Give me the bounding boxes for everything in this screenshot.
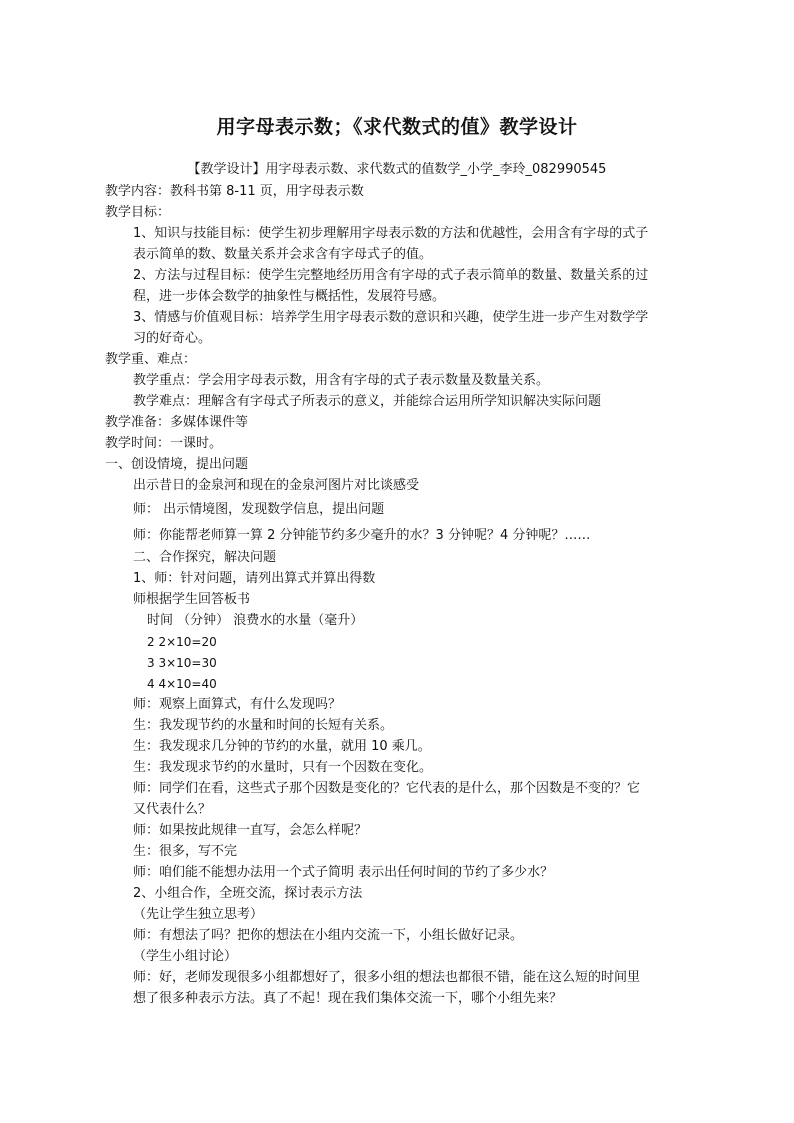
goal-1-line-1: 1、知识与技能目标：使学生初步理解用字母表示数的方法和优越性，会用含有字母的式子 bbox=[133, 226, 649, 241]
group-discussion-line: （学生小组讨论） bbox=[133, 949, 238, 964]
board-row-1: 2 2×10=20 bbox=[147, 635, 217, 649]
board-row-2: 3 3×10=30 bbox=[147, 656, 217, 670]
document-title: 用字母表示数；《求代数式的值》教学设计 bbox=[216, 116, 578, 138]
final-dialogue-line-2: 想了很多种表示方法。真了不起！现在我们集体交流一下，哪个小组先来？ bbox=[133, 991, 563, 1006]
final-dialogue-line-1: 师：好，老师发现很多小组都想好了，很多小组的想法也都很不错，能在这么短的时间里 bbox=[133, 970, 641, 985]
dialogue-line-9: 师：咱们能不能想办法用一个式子简明 表示出任何时间的节约了多少水？ bbox=[133, 865, 554, 880]
dialogue-line-7: 师：如果按此规律一直写，会怎么样呢？ bbox=[133, 823, 368, 838]
dialogue-line-6: 又代表什么？ bbox=[133, 802, 212, 817]
board-row-3: 4 4×10=40 bbox=[147, 677, 217, 691]
goal-3-line-1: 3、情感与价值观目标：培养学生用字母表示数的意识和兴趣，使学生进一步产生对数学学 bbox=[133, 310, 649, 325]
section-2-heading: 二、合作探究，解决问题 bbox=[133, 550, 277, 565]
section-2-line-1: 1、师：针对问题，请列出算式并算出得数 bbox=[133, 571, 376, 586]
document-subtitle: 【教学设计】用字母表示数、求代数式的值数学_小学_李玲_082990545 bbox=[187, 162, 607, 177]
share-ideas-line: 师：有想法了吗？把你的想法在小组内交流一下，小组长做好记录。 bbox=[133, 928, 524, 943]
teaching-time-line: 教学时间：一课时。 bbox=[105, 436, 223, 451]
goal-1-line-2: 表示简单的数、数量关系并会求含有字母式子的值。 bbox=[133, 247, 433, 262]
key-points-heading: 教学重、难点： bbox=[105, 352, 197, 367]
dialogue-line-4: 生：我发现求节约的水量时，只有一个因数在变化。 bbox=[133, 760, 433, 775]
independent-thinking-line: （先让学生独立思考） bbox=[133, 907, 264, 922]
dialogue-line-1: 师：观察上面算式，有什么发现吗？ bbox=[133, 697, 342, 712]
teaching-content-line: 教学内容：教科书第 8-11 页，用字母表示数 bbox=[105, 184, 364, 199]
goal-2-line-2: 程，进一步体会数学的抽象性与概括性，发展符号感。 bbox=[133, 289, 446, 304]
section-2-line-2: 师根据学生回答板书 bbox=[133, 592, 251, 607]
dialogue-line-2: 生：我发现节约的水量和时间的长短有关系。 bbox=[133, 718, 394, 733]
key-point-line: 教学重点：学会用字母表示数，用含有字母的式子表示数量及数量关系。 bbox=[133, 373, 550, 388]
section-1-line-1: 出示昔日的金泉河和现在的金泉河图片对比谈感受 bbox=[133, 478, 420, 493]
difficult-point-line: 教学难点：理解含有字母式子所表示的意义，并能综合运用所学知识解决实际问题 bbox=[133, 394, 602, 409]
teaching-goals-heading: 教学目标： bbox=[105, 205, 171, 220]
section-1-line-3: 师：你能帮老师算一算 2 分钟能节约多少毫升的水？3 分钟呢？4 分钟呢？…… bbox=[133, 528, 591, 543]
goal-3-line-2: 习的好奇心。 bbox=[133, 331, 212, 346]
section-1-heading: 一、创设情境，提出问题 bbox=[105, 457, 249, 472]
teaching-preparation-line: 教学准备：多媒体课件等 bbox=[105, 415, 249, 430]
group-work-line: 2、小组合作，全班交流，探讨表示方法 bbox=[133, 886, 363, 901]
dialogue-line-8: 生：很多，写不完 bbox=[133, 844, 238, 859]
dialogue-line-5: 师：同学们在看，这些式子那个因数是变化的？它代表的是什么，那个因数是不变的？它 bbox=[133, 781, 641, 796]
section-1-line-2: 师： 出示情境图，发现数学信息，提出问题 bbox=[133, 502, 385, 517]
board-table-header: 时间 （分钟） 浪费水的水量（毫升） bbox=[147, 613, 364, 628]
goal-2-line-1: 2、方法与过程目标：使学生完整地经历用含有字母的式子表示简单的数量、数量关系的过 bbox=[133, 268, 649, 283]
dialogue-line-3: 生：我发现求几分钟的节约的水量，就用 10 乘几。 bbox=[133, 739, 431, 754]
